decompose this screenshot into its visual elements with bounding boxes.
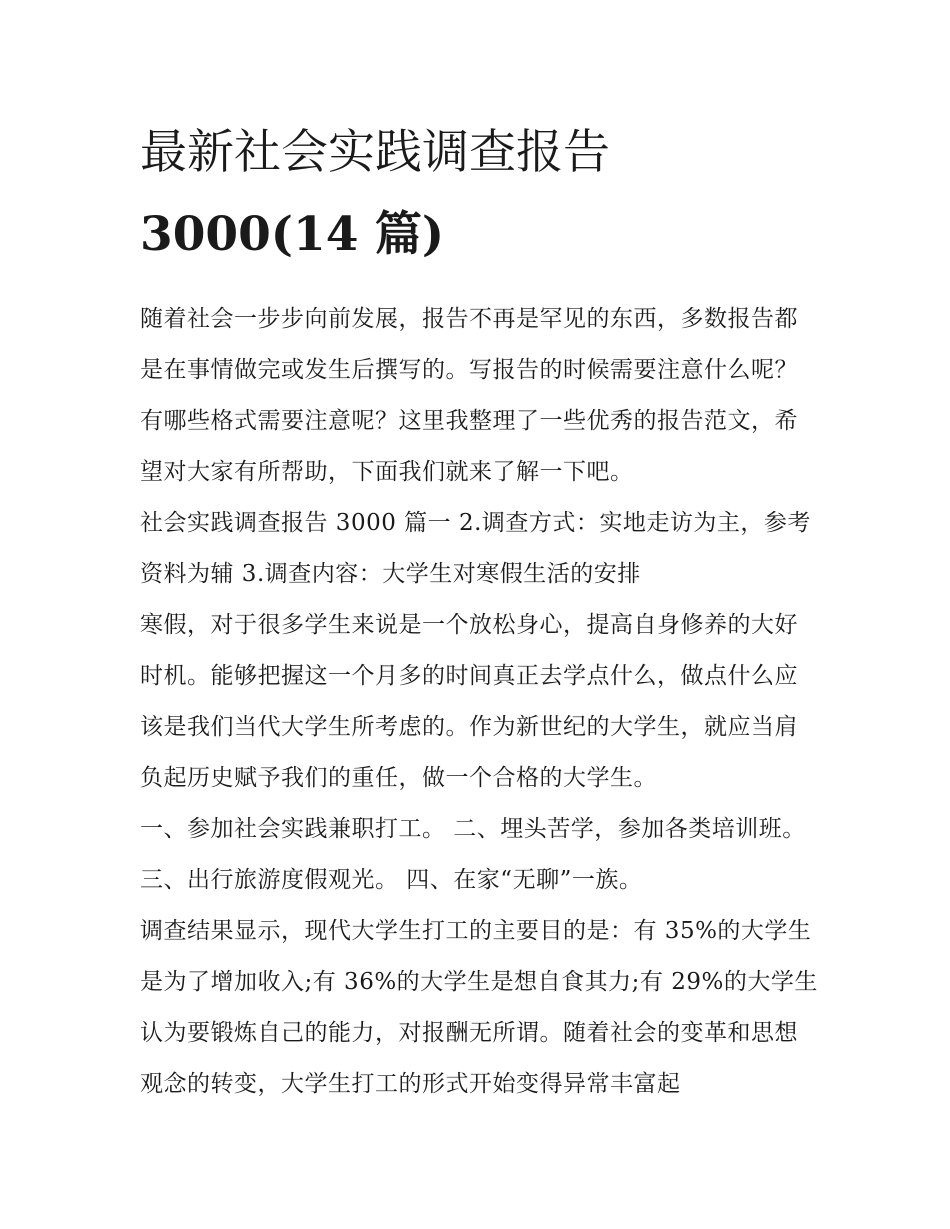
document-title-line-1: 最新社会实践调查报告: [140, 125, 610, 180]
document-page: [140, 112, 820, 1110]
title-spacer: [140, 276, 820, 294]
paragraph-results: 调查结果显示，现代大学生打工的主要目的是：有 35%的大学生是为了增加收入;有 36%的大学生是想自食其力;有 29%的大学生认为要锻炼自己的能力，对报酬无所谓。随着社会的变革和思想观念的转变，大学生打工的形式开始变得异常丰富起: [140, 918, 818, 1097]
document-title-line-2: 3000(14 篇): [140, 207, 445, 262]
paragraph-categories: 一、参加社会实践兼职打工。 二、埋头苦学，参加各类培训班。 三、出行旅游度假观光。 四、在家“无聊”一族。: [140, 816, 806, 893]
paragraph-intro: 随着社会一步步向前发展，报告不再是罕见的东西，多数报告都是在事情做完或发生后撰写的。写报告的时候需要注意什么呢？有哪些格式需要注意呢？这里我整理了一些优秀的报告范文，希望对大家有所帮助，下面我们就来了解一下吧。: [140, 306, 798, 485]
paragraph-winter-break: 寒假，对于很多学生来说是一个放松身心，提高自身修养的大好时机。能够把握这一个月多的时间真正去学点什么，做点什么应该是我们当代大学生所考虑的。作为新世纪的大学生，就应当肩负起历史赋予我们的重任，做一个合格的大学生。: [140, 612, 798, 791]
paragraph-survey-method: 社会实践调查报告 3000 篇一 2.调查方式：实地走访为主，参考资料为辅 3.调查内容：大学生对寒假生活的安排: [140, 510, 811, 587]
